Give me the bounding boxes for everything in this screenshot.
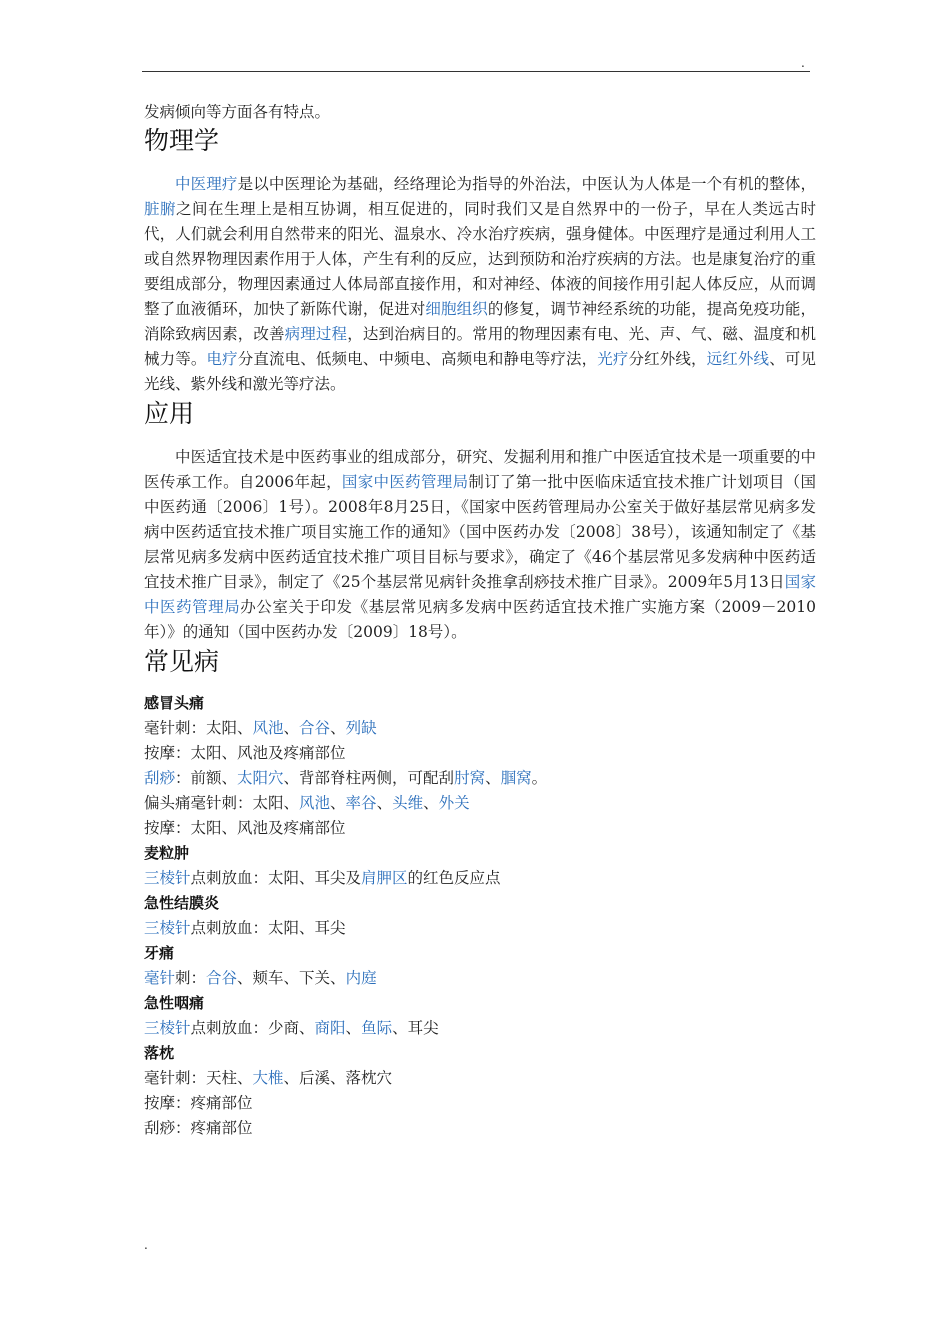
treatment-line (144, 1066, 816, 1091)
treatment-line (144, 916, 816, 941)
text-run: 按摩：疼痛部位 (144, 1094, 253, 1112)
term-link[interactable]: 商阳 (314, 1019, 346, 1037)
section-title-common: 常见病 (144, 647, 220, 676)
term-link[interactable]: 病理过程 (284, 325, 348, 343)
term-link[interactable]: 太阳穴 (237, 769, 284, 787)
text-run: 、 (283, 719, 300, 737)
condition-heading (144, 841, 816, 866)
term-link[interactable]: 腘窝 (500, 769, 532, 787)
condition-heading (144, 1041, 816, 1066)
treatment-line (144, 766, 816, 791)
text-run: 按摩：太阳、风池及疼痛部位 (144, 744, 346, 762)
term-link[interactable]: 内庭 (345, 969, 377, 987)
treatment-line (144, 791, 816, 816)
term-link[interactable]: 肩胛区 (361, 869, 408, 887)
text-run: 分红外线， (628, 350, 707, 368)
term-link[interactable]: 毫针 (144, 969, 176, 987)
header-mark: . (801, 56, 805, 70)
text-run: 是以中医理论为基础，经络理论为指导的外治法，中医认为人体是一个有机的整体， (237, 175, 816, 193)
treatment-line (144, 716, 816, 741)
text-run: 毫针刺：太阳、 (144, 719, 253, 737)
term-link[interactable]: 中医理疗 (175, 175, 238, 193)
text-run: 急性咽痛 (144, 994, 205, 1012)
term-link[interactable]: 刮痧 (144, 769, 176, 787)
term-link[interactable]: 合谷 (299, 719, 331, 737)
term-link[interactable]: 光疗 (597, 350, 629, 368)
document-body (144, 100, 816, 1141)
text-run: 的修复，调节神经系统的功能，提高免疫功能，消除致病因素，改善 (144, 300, 816, 343)
treatment-line (144, 741, 816, 766)
term-link[interactable]: 风池 (299, 794, 331, 812)
term-link[interactable]: 外关 (438, 794, 470, 812)
text-run: 制订了第一批中医临床适宜技术推广计划项目（国中医药通〔2006〕1号）。2008年8月25日，《国家中医药管理局办公室关于做好基层常见病多发病中医药适宜技术推广项目实施工作的通知》（国中医药办发〔2008〕38号），该通知制定了《基层常见病多发病中医药适宜技术推广项目目标与要求》，确定了《46个基层常见多发病种中医药适宜技术推广目录》，制定了《25个基层常见病针灸推拿刮痧技术推广目录》。2009年5月13日 (144, 473, 816, 591)
text-run: 落枕 (144, 1044, 175, 1062)
treatment-line (144, 966, 816, 991)
text-run: 刺： (175, 969, 207, 987)
condition-heading (144, 941, 816, 966)
text-run: 、背部脊柱两侧，可配刮 (283, 769, 455, 787)
term-link[interactable]: 国家中医药管理局 (341, 473, 469, 491)
condition-heading (144, 691, 816, 716)
text-run: 牙痛 (144, 944, 175, 962)
common-disease-list (144, 691, 816, 1141)
term-link[interactable]: 三棱针 (144, 1019, 191, 1037)
text-run: 点刺放血：太阳、耳尖及 (190, 869, 362, 887)
text-run: 、后溪、落枕穴 (283, 1069, 393, 1087)
text-run: 、 (376, 794, 393, 812)
text-run: 之间在生理上是相互协调，相互促进的，同时我们又是自然界中的一份子，早在人类远古时代，人们就会利用自然带来的阳光、温泉水、冷水治疗疾病，强身健体。中医理疗是通过利用人工或自然界物理因素作用于人体，产生有利的反应，达到预防和治疗疾病的方法。也是康复治疗的重要组成部分，物理因素通过人体局部直接作用，和对神经、体液的间接作用引起人体反应，从而调整了血液循环，加快了新陈代谢，促进对 (144, 200, 816, 318)
term-link[interactable]: 鱼际 (361, 1019, 393, 1037)
apply-paragraph (144, 445, 816, 645)
intro-tail: 发病倾向等方面各有特点。 (144, 103, 331, 121)
text-run: ，达到治病目的。常用的物理因素有电、光、声、气、磁、温度和机械力等。 (144, 325, 816, 368)
text-run: 麦粒肿 (144, 844, 190, 862)
term-link[interactable]: 率谷 (345, 794, 377, 812)
section-title-physio: 物理学 (144, 126, 220, 155)
term-link[interactable]: 大椎 (252, 1069, 284, 1087)
text-run: 、 (330, 719, 346, 737)
treatment-line (144, 1016, 816, 1041)
text-run: 急性结膜炎 (144, 894, 220, 912)
term-link[interactable]: 脏腑 (144, 200, 177, 218)
text-run: 偏头痛毫针刺：太阳、 (144, 794, 300, 812)
condition-heading (144, 891, 816, 916)
text-run: ：前额、 (175, 769, 238, 787)
text-run: 刮痧：疼痛部位 (144, 1119, 253, 1137)
text-run: 分直流电、低频电、中频电、高频电和静电等疗法， (237, 350, 598, 368)
text-run: 点刺放血：少商、 (190, 1019, 315, 1037)
text-run: 毫针刺：天柱、 (144, 1069, 253, 1087)
text-run: 、 (423, 794, 439, 812)
text-run: 、耳尖 (392, 1019, 439, 1037)
treatment-line (144, 866, 816, 891)
term-link[interactable]: 风池 (252, 719, 284, 737)
term-link[interactable]: 肘窝 (454, 769, 486, 787)
term-link[interactable]: 电疗 (206, 350, 238, 368)
condition-heading (144, 991, 816, 1016)
text-run: 、颊车、下关、 (237, 969, 346, 987)
text-run: 点刺放血：太阳、耳尖 (190, 919, 346, 937)
treatment-line (144, 1091, 816, 1116)
term-link[interactable]: 合谷 (206, 969, 238, 987)
term-link[interactable]: 头维 (392, 794, 424, 812)
footer-mark: . (144, 1238, 148, 1252)
text-run: 办公室关于印发《基层常见病多发病中医药适宜技术推广实施方案（2009－2010年）》的通知（国中医药办发〔2009〕18号）。 (144, 598, 816, 641)
treatment-line (144, 1116, 816, 1141)
term-link[interactable]: 列缺 (345, 719, 377, 737)
term-link[interactable]: 国家中医药管理局 (144, 573, 816, 616)
term-link[interactable]: 远红外线 (706, 350, 770, 368)
term-link[interactable]: 三棱针 (144, 869, 191, 887)
text-run: 、 (330, 794, 346, 812)
term-link[interactable]: 三棱针 (144, 919, 191, 937)
text-run: 感冒头痛 (144, 694, 205, 712)
treatment-line (144, 816, 816, 841)
text-run: 的红色反应点 (407, 869, 501, 887)
header-rule (142, 71, 810, 72)
text-run: 。 (531, 769, 548, 787)
physio-paragraph (144, 172, 816, 397)
text-run: 、可见光线、紫外线和激光等疗法。 (144, 350, 816, 393)
text-run: 、 (485, 769, 501, 787)
text-run: 、 (345, 1019, 362, 1037)
term-link[interactable]: 细胞组织 (425, 300, 488, 318)
text-run: 中医适宜技术是中医药事业的组成部分，研究、发掘利用和推广中医适宜技术是一项重要的中医传承工作。自2006年起， (144, 448, 816, 491)
section-title-apply: 应用 (144, 399, 195, 428)
text-run: 按摩：太阳、风池及疼痛部位 (144, 819, 346, 837)
